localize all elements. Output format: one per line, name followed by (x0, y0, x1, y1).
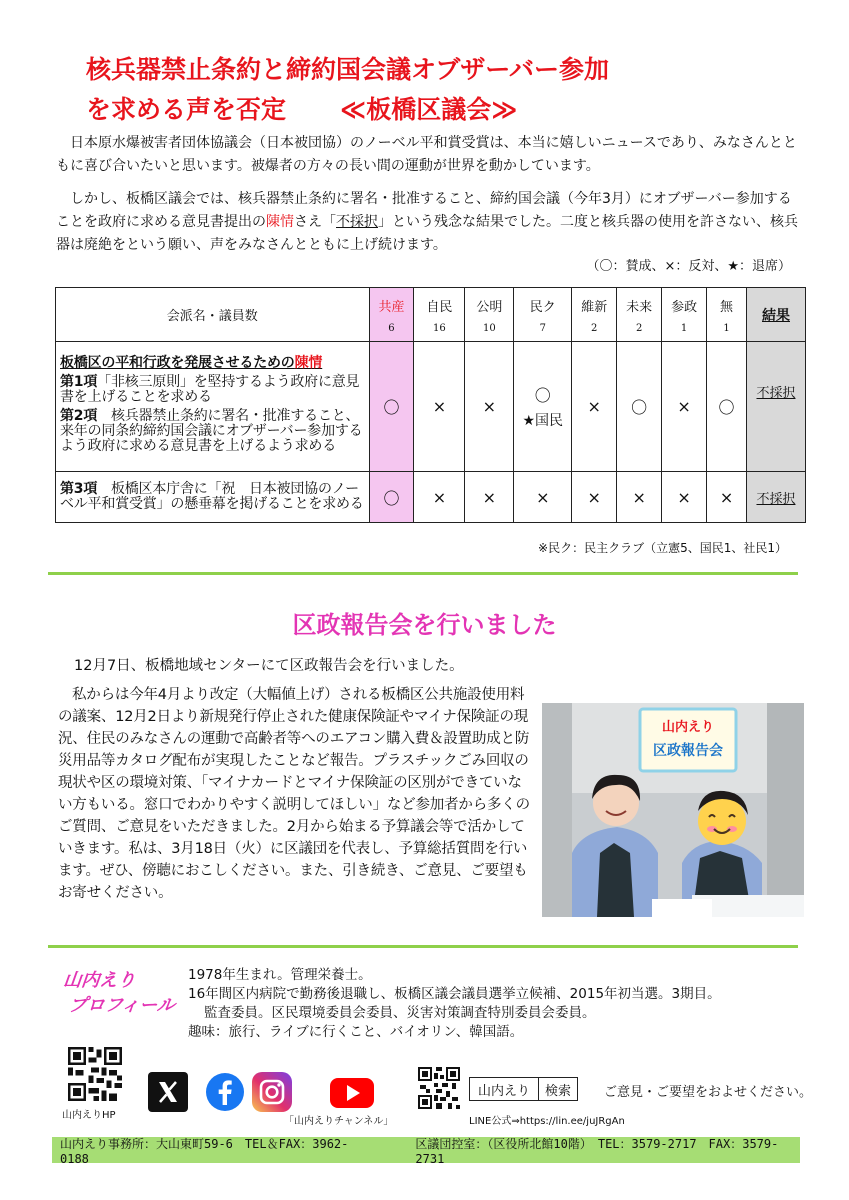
vote-mark: 〇 (707, 342, 747, 472)
item-text: 板橋区本庁舎に「祝 日本被団協のノーベル平和賞受賞」の懸垂幕を掲げることを求める (60, 481, 364, 512)
headline-line2a: を求める声を否定 (86, 95, 287, 124)
item-number: 第1項 (60, 373, 98, 390)
youtube-channel-caption: 「山内えりチャンネル」 (284, 1116, 394, 1127)
search-button[interactable]: 検索 (545, 1084, 572, 1099)
vote-mark: 〇 (369, 342, 414, 472)
vote-mark: 〇 (534, 386, 551, 405)
vote-row-petition-item-3 (56, 472, 806, 523)
intro-p2-rejected: 不採択 (336, 214, 378, 230)
search-box[interactable] (469, 1077, 578, 1101)
facebook-icon[interactable] (205, 1072, 245, 1112)
vote-mark-minkuru (514, 342, 572, 472)
sign-text-1: 山内えり (661, 720, 715, 735)
vote-mark: × (414, 472, 465, 523)
vote-legend: （〇：賛成、×：反対、★：退席） (586, 259, 791, 274)
vote-mark: × (465, 342, 514, 472)
petition-title (60, 356, 365, 371)
vote-table (55, 287, 806, 523)
party-mirai (617, 288, 662, 342)
party-komeito (465, 288, 514, 342)
headline-tag: ≪板橋区議会≫ (340, 95, 518, 124)
headline-line2 (86, 90, 786, 130)
profile-text (188, 966, 808, 1042)
vote-mark: × (572, 472, 617, 523)
x-logo-icon[interactable] (148, 1072, 188, 1112)
vote-result: 不採択 (747, 472, 806, 523)
result-header: 結果 (747, 288, 806, 342)
item-text: 核兵器禁止条約に署名・批准すること、来年の同条約締約国会議にオブザーバー参加するよう政府に求める意見書を上げるよう求める (60, 407, 363, 454)
party-name: 自民 (426, 299, 453, 315)
petition-item-3 (56, 472, 370, 523)
intro-p2-text-c: 」という残念な結果でした。二度と核兵器の使用を許さない、核兵器は廃絶をという願い、声をみなさんとともに上げ続けます。 (56, 214, 798, 253)
item-text: 「非核三原則」を堅持するよう政府に意見書を上げることを求める (60, 373, 360, 405)
party-seats: 6 (388, 322, 395, 334)
council-office-info: 区議団控室：（区役所北館10階） TEL：3579-2717 FAX：3579-2731 (415, 1136, 779, 1166)
intro-paragraph-2 (56, 188, 804, 257)
profile-line: 趣味：旅行、ライブに行くこと、バイオリン、韓国語。 (188, 1024, 524, 1040)
section-divider (48, 572, 798, 575)
vote-mark: × (617, 472, 662, 523)
petition-item-2 (60, 409, 365, 454)
profile-label-name: 山内えり (62, 970, 137, 991)
vote-mark: × (514, 472, 572, 523)
party-jcp (369, 288, 414, 342)
qr-code-icon[interactable] (418, 1067, 460, 1109)
vote-mark: 〇 (617, 342, 662, 472)
party-name: 未来 (626, 299, 653, 315)
hp-caption: 山内えりHP (62, 1110, 116, 1121)
table-footnote: ※民ク：民主クラブ（立憲5、国民1、社民1） (538, 541, 787, 555)
instagram-icon[interactable] (252, 1072, 292, 1112)
youtube-icon[interactable] (328, 1072, 376, 1112)
qr-code-icon[interactable] (68, 1047, 122, 1101)
petition-title-red: 陳情 (294, 354, 323, 371)
line-official-link[interactable]: LINE公式⇒https://lin.ee/juJRgAn (469, 1116, 625, 1127)
party-seats: 2 (591, 322, 598, 334)
party-seats: 1 (680, 322, 688, 334)
vote-mark: × (572, 342, 617, 472)
headline-line1: 核兵器禁止条約と締約国会議オブザーバー参加 (86, 55, 610, 84)
vote-mark: × (662, 342, 707, 472)
party-seats: 7 (539, 322, 546, 334)
party-seats: 2 (635, 322, 643, 334)
petition-item-1 (60, 375, 365, 405)
party-name: 維新 (581, 299, 608, 315)
profile-label (59, 968, 178, 1018)
party-name: 共産 (378, 299, 405, 315)
sign-text-2: 区政報告会 (653, 743, 723, 759)
item-number: 第2項 (60, 407, 98, 424)
headline (86, 50, 786, 130)
office-info: 山内えり事務所：大山東町59-6 TEL＆FAX：3962-0188 (60, 1136, 349, 1166)
intro-p2-text-a: しかし、板橋区議会では、核兵器禁止条約に署名・批准すること、締約国会議（今年3月）にオブザーバー参加することを政府に求める意見書提出の (56, 191, 792, 230)
report-paragraph-1: 12月7日、板橋地域センターにて区政報告会を行いました。 (74, 658, 464, 674)
vote-sub-mark: ★国民 (522, 413, 564, 429)
profile-line: 16年間区内病院で勤務後退職し、板橋区議会議員選挙立候補、2015年初当選。3期目。 (188, 986, 721, 1002)
party-name: 無 (720, 299, 734, 315)
report-title: 区政報告会を行いました (292, 611, 557, 639)
vote-mark: × (662, 472, 707, 523)
party-independent (707, 288, 747, 342)
profile-label-word: プロフィール (67, 995, 176, 1016)
report-paragraph-2: 私からは今年4月より改定（大幅値上げ）される板橋区公共施設使用料の議案、12月2日より新規発行停止された健康保険証やマイナ保険証の現況、住民のみなさんの運動で高齢者等へのエアコン購入費＆設置助成と防災用品等カタログ配布が実現したことなど報告。プラスチックごみ回収の現状や区の環境対策、「マイナカードとマイナ保険証の区別ができていない方もいる。窓口でわかりやすく説明してほしい」など参加者から多くのご質問、ご意見をいただきました。2月から始まる予算議会等で活かしていきます。私は、3月18日（火）に区議団を代表し、予算総括質問を行います。ぜひ、傍聴におこしください。また、引き続き、ご意見、ご要望もお寄せください。 (58, 687, 530, 901)
vote-mark: × (465, 472, 514, 523)
section-divider-2 (48, 945, 798, 948)
report-meeting-photo (542, 703, 804, 917)
vote-mark: 〇 (369, 472, 414, 523)
party-ldp (414, 288, 465, 342)
party-sansei (662, 288, 707, 342)
party-seats: 1 (723, 322, 730, 334)
profile-line: 1978年生まれ。管理栄養士。 (188, 967, 372, 983)
petition-title-text: 板橋区の平和行政を発展させるための (60, 354, 295, 371)
profile-line: 監査委員。区民環境委員会委員、災害対策調査特別委員会委員。 (204, 1005, 596, 1021)
vote-mark: × (414, 342, 465, 472)
intro-p2-petition: 陳情 (266, 214, 294, 230)
intro-p2-text-b: さえ「 (294, 214, 336, 230)
footer-contact-bar (52, 1136, 800, 1166)
party-name: 参政 (671, 299, 698, 315)
party-seats: 10 (482, 322, 496, 334)
petition-items-cell (56, 342, 370, 472)
vote-mark: × (707, 472, 747, 523)
party-ishin (572, 288, 617, 342)
party-seats: 16 (433, 322, 446, 334)
party-name: 民ク (529, 299, 556, 315)
item-number: 第3項 (60, 481, 98, 497)
search-query[interactable]: 山内えり (470, 1078, 539, 1100)
photo-illustration (542, 703, 804, 917)
party-minkuru (514, 288, 572, 342)
vote-row-petition-items-1-2 (56, 342, 806, 472)
vote-result: 不採択 (747, 342, 806, 472)
party-header-label: 会派名・議員数 (56, 288, 370, 342)
contact-message: ご意見・ご要望をおよせください。 (604, 1085, 813, 1100)
intro-paragraph-1: 日本原水爆被害者団体協議会（日本被団協）のノーベル平和賞受賞は、本当に嬉しいニュースであり、みなさんとともに喜び合いたいと思います。被爆者の方々の長い間の運動が世界を動かしています。 (56, 135, 797, 174)
vote-table-header (56, 288, 806, 342)
party-name: 公明 (476, 299, 503, 315)
